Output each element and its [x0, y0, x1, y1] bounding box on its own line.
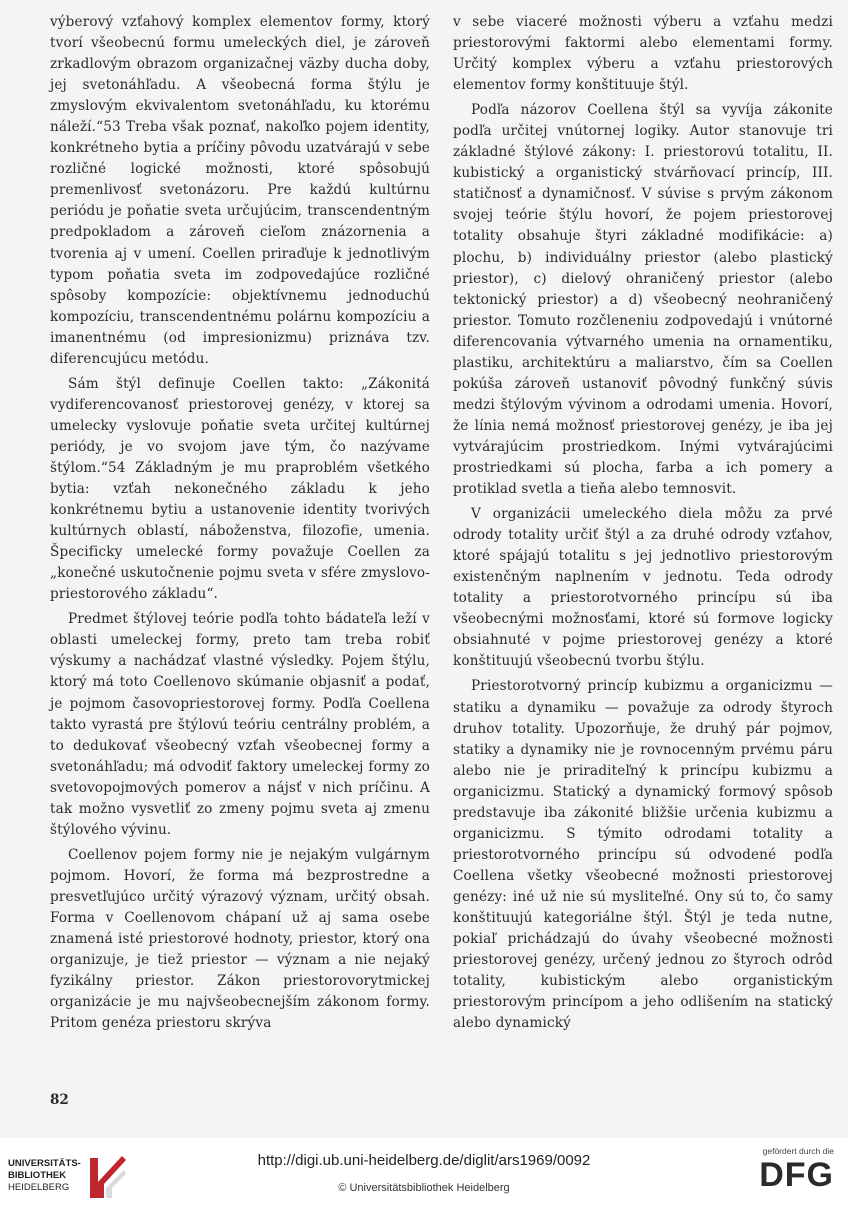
- right-text-column: [453, 12, 833, 1034]
- paragraph: v sebe viaceré možnosti výberu a vzťahu medzi priestorovými faktormi alebo elementami formy. Určitý komplex výberu a vzťahu priestorových elementov formy konštituuje štýl.: [453, 14, 833, 94]
- library-name-line: UNIVERSITÄTS-: [8, 1158, 81, 1169]
- copyright-notice: © Universitätsbibliothek Heidelberg: [338, 1182, 510, 1194]
- permalink-url[interactable]: http://digi.ub.uni-heidelberg.de/diglit/ars1969/0092: [257, 1152, 591, 1169]
- viewer-footer: [0, 1138, 848, 1215]
- paragraph: Priestorotvorný princíp kubizmu a organicizmu — statiku a dynamiku — považuje za odrody štyroch druhov totality. Upozorňuje, že druhý pár pojmov, statiky a dynamiky nie je rovnocenným prvému páru alebo nie je priraditeľný k princípu kubizmu a organicizmu. Statický a dynamický formový spôsob predstavuje iba zákonité bližšie určenia kubizmu a organicizmu. S týmito odrodami totality a priestorotvorného princípu sú odvodené podľa Coellena všetky všeobecné možnosti priestorovej genézy: iné už nie sú mysliteľné. Ony sú to, čo samy konštituujú kategoriálne štýl. Štýl je teda nutne, pokiaľ prichádzajú do úvahy všeobecné možnosti priestorovej genézy, určený jednou zo štyroch odrôd totality, kubistickým alebo organistickým priestorovým princípom a jeho odlišením na statický alebo dynamický: [453, 678, 833, 1032]
- paragraph: Coellenov pojem formy nie je nejakým vulgárnym pojmom. Hovorí, že forma má bezprostredne a presvetľujúco určitý výrazový význam, určitý obsah. Forma v Coellenovom chápaní už aj sama osebe znamená isté priestorové hodnoty, priestor, ktorý ona organizuje, je tiež priestor — význam a nie nejaký fyzikálny priestor. Zákon priestorovorytmickej organizácie je mu najvšeobecnejším zákonom formy. Pritom genéza priestoru skrýva: [50, 846, 430, 1032]
- library-name-line: BIBLIOTHEK: [8, 1170, 67, 1181]
- paragraph: Podľa názorov Coellena štýl sa vyvíja zákonite podľa určitej vnútornej logiky. Autor stanovuje tri základné štýlové zákony: I. priestorovú totalitu, II. kubistický a organistický stvárňovací princíp, III. statičnosť a dynamičnosť. V súvise s prvým zákonom svojej teórie štýlu hovorí, že pojem priestorovej totality obsahuje štyri základné modifikácie: a) plochu, b) individuálny priestor (alebo plastický priestor), c) dielový ohraničený priestor (alebo tektonický priestor) a d) všeobecný neohraničený priestor. Tomuto rozčleneniu zodpovedajú i vnútorné diferencovania výtvarného umenia na ornamentiku, plastiku, architektúru a maliarstvo, čím sa Coellen pokúša zároveň ustanoviť pôvodný funkčný súvis medzi štýlovým vývinom a odrodami umenia. Hovorí, že línia nemá možnosť priestorovej genézy, je iba jej vytvárajúcim prostriedkom. Inými vytvárajúcimi prostriedkami sú plocha, farba a ich pomery a protiklad svetla a tieňa alebo temnosvit.: [453, 102, 833, 498]
- page-number: 82: [50, 1092, 69, 1108]
- library-name-line: HEIDELBERG: [8, 1182, 70, 1193]
- paragraph: Predmet štýlovej teórie podľa tohto bádateľa leží v oblasti umeleckej formy, preto tam treba robiť výskumy a nachádzať vlastné výsledky. Pojem štýlu, ktorý má toto Coellenovo skúmanie objasniť a podať, je pojmom časovopriestorovej formy. Podľa Coellena takto vyrastá pre štýlovú teóriu centrálny problém, a to dedukovať všeobecný vzťah všeobecnej formy a svetonáhľadu; má odvodiť faktory umeleckej formy zo svetovopojmových pomerov a nájsť v nich príčinu. A tak možno vysvetliť zo zmeny pojmu sveta aj zmenu štýlového vývinu.: [50, 611, 430, 838]
- paragraph: V organizácii umeleckého diela môžu za prvé odrody totality určiť štýl a za druhé odrody vzťahov, ktoré spájajú totalitu s jej jednotlivo priestorovým existenčným naplnením v jednotu. Teda odrody totality a priestorotvorného princípu sú iba všeobecnými možnosťami, ktoré sú formove logicky obsiahnuté v pojme priestorovej genézy a ktoré konštituujú všeobecnú tvorbu štýlu.: [453, 506, 833, 670]
- paragraph: Sám štýl definuje Coellen takto: „Zákonitá vydiferencovanosť priestorovej genézy, v ktorej sa umelecky vyslovuje poňatie sveta určitej kultúrnej periódy, je vo svojom jave tým, čo nazývame štýlom.“54 Základným je mu praproblém všetkého bytia: vzťah nekonečného základu k jeho konkrétnemu bytiu a ustanovenie identity tvorivých kultúrnych oblastí, náboženstva, filozofie, umenia. Špecificky umelecké formy považuje Coellen za „konečné uskutočnenie pojmu sveta v sfére zmyslovo-priestorového základu“.: [50, 375, 430, 603]
- paragraph: výberový vzťahový komplex elementov formy, ktorý tvorí všeobecnú formu umeleckých diel, je zároveň zrkadlovým obrazom organizačnej väzby ducha doby, jej svetonáhľadu. A všeobecná forma štýlu je zmyslovým ekvivalentom svetonáhľadu, ku ktorému náleží.“53 Treba však poznať, nakoľko pojem identity, konkrétneho bytia a príčiny pôvodu uzatvárajú v sebe rozličné logické možnosti, ktoré spôsobujú premenlivosť svetonázoru. Pre každú kultúrnu periódu je poňatie sveta určujúcim, transcendentným predpokladom a zároveň cieľom znázornenia a tvorenia aj v umení. Coellen priraďuje k jednotlivým typom poňatia sveta im zodpovedajúce rozličné spôsoby kompozície: objektívnemu jednoduchú kompozíciu, transcendentnému polárnu kompozíciu a imanentnému (od impresionizmu) priznáva tzv. diferencujúcu metódu.: [50, 14, 430, 367]
- funding-caption: gefördert durch die: [762, 1146, 834, 1156]
- funder-block[interactable]: [744, 1146, 834, 1194]
- dfg-logo: DFG: [759, 1156, 834, 1194]
- left-text-column: [50, 12, 430, 1034]
